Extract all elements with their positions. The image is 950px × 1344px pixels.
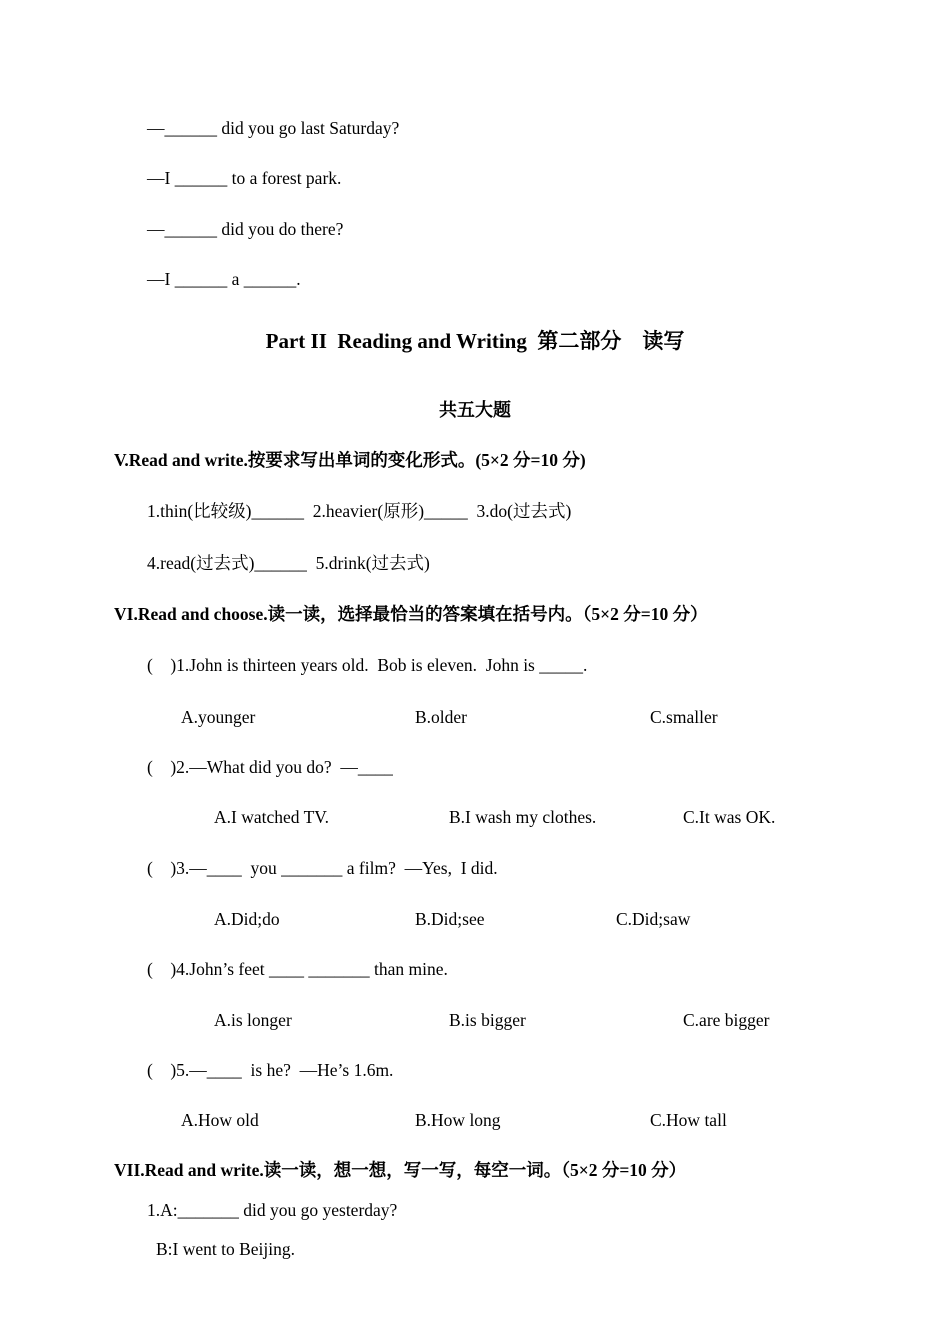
- question-1-option-b: B.older: [415, 707, 468, 727]
- section7-line-2: B:I went to Beijing.: [156, 1239, 296, 1259]
- question-4-option-b: B.is bigger: [449, 1010, 526, 1030]
- question-1-option-a: A.younger: [181, 707, 256, 727]
- dialogue-line-2: —I ______ to a forest park.: [147, 168, 342, 188]
- question-2-option-c: C.It was OK.: [683, 807, 776, 827]
- part-title: Part II Reading and Writing 第二部分 读写: [265, 329, 685, 353]
- question-4-stem: ( )4.John’s feet ____ _______ than mine.: [147, 959, 448, 979]
- section5-line-1: 1.thin(比较级)______ 2.heavier(原形)_____ 3.do(过去式): [147, 501, 572, 521]
- question-1-option-c: C.smaller: [650, 707, 718, 727]
- question-2-option-a: A.I watched TV.: [214, 807, 330, 827]
- question-5-option-b: B.How long: [415, 1110, 501, 1130]
- question-3-stem: ( )3.—____ you _______ a film? —Yes, I did.: [147, 858, 498, 878]
- section5-heading: V.Read and write.按要求写出单词的变化形式。(5×2 分=10 分): [114, 450, 586, 470]
- question-1-stem: ( )1.John is thirteen years old. Bob is eleven. John is _____.: [147, 655, 588, 675]
- section5-line-2: 4.read(过去式)______ 5.drink(过去式): [147, 553, 430, 573]
- question-5-stem: ( )5.—____ is he? —He’s 1.6m.: [147, 1060, 394, 1080]
- part-subtitle: 共五大题: [439, 400, 511, 420]
- question-4-option-c: C.are bigger: [683, 1010, 770, 1030]
- dialogue-line-4: —I ______ a ______.: [147, 269, 301, 289]
- dialogue-line-3: —______ did you do there?: [147, 219, 344, 239]
- question-4-option-a: A.is longer: [214, 1010, 292, 1030]
- section7-heading: VII.Read and write.读一读，想一想，写一写，每空一词。（5×2 分=10 分）: [114, 1160, 687, 1180]
- question-3-option-a: A.Did;do: [214, 909, 280, 929]
- section6-heading: VI.Read and choose.读一读，选择最恰当的答案填在括号内。（5×2 分=10 分）: [114, 604, 708, 624]
- question-5-option-c: C.How tall: [650, 1110, 727, 1130]
- question-5-option-a: A.How old: [181, 1110, 259, 1130]
- question-2-stem: ( )2.—What did you do? —____: [147, 757, 393, 777]
- question-3-option-b: B.Did;see: [415, 909, 485, 929]
- dialogue-line-1: —______ did you go last Saturday?: [147, 118, 400, 138]
- section7-line-1: 1.A:_______ did you go yesterday?: [147, 1200, 398, 1220]
- question-3-option-c: C.Did;saw: [616, 909, 691, 929]
- question-2-option-b: B.I wash my clothes.: [449, 807, 597, 827]
